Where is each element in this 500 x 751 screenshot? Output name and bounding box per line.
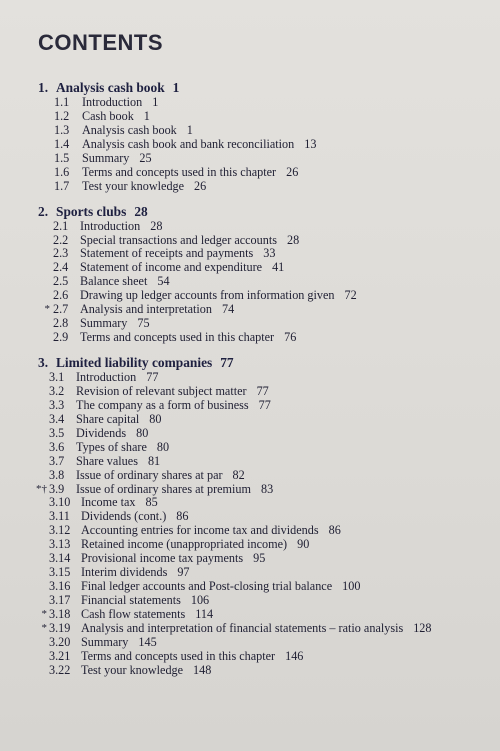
entry-number: 1.2 — [54, 108, 70, 123]
chapter-title: Limited liability companies — [56, 355, 213, 370]
entry-marker: * — [41, 621, 47, 634]
chapter-section — [0, 204, 500, 345]
entry-page-number: 106 — [190, 593, 210, 607]
toc-entry — [0, 664, 500, 678]
table-of-contents — [0, 80, 500, 688]
entry-number: 3.4 — [49, 411, 65, 426]
toc-entry — [0, 166, 500, 180]
entry-page-number: 86 — [328, 523, 341, 538]
toc-entry — [0, 622, 500, 636]
entry-text-group — [76, 441, 169, 455]
entry-text-group — [82, 124, 193, 138]
entry-page-number: 28 — [150, 218, 163, 233]
page-title: CONTENTS — [38, 30, 163, 55]
entry-text-group — [82, 96, 158, 110]
entry-title: Cash flow statements — [81, 606, 186, 621]
entry-title: Analysis and interpretation of financial statements – ratio analysis — [81, 620, 404, 635]
toc-entry — [0, 524, 500, 538]
entry-text-group — [76, 483, 273, 497]
entry-number: 2.9 — [53, 330, 69, 345]
toc-entry — [0, 289, 500, 303]
entry-title: Summary — [81, 634, 129, 649]
chapter-title: Analysis cash book — [56, 80, 165, 95]
entry-page-number: 75 — [137, 316, 150, 331]
entry-text-group — [81, 608, 213, 622]
toc-entry — [0, 469, 500, 483]
entry-number: 2.2 — [53, 232, 69, 247]
entry-text-group — [76, 371, 158, 385]
entry-number: 2.3 — [53, 246, 69, 261]
toc-entry — [0, 650, 500, 664]
entry-title: Issue of ordinary shares at par — [76, 467, 223, 482]
entry-text-group — [82, 180, 206, 194]
entry-number: 1.4 — [54, 136, 70, 151]
entry-text-group — [81, 594, 209, 608]
entry-page-number: 77 — [258, 397, 271, 412]
entry-number: 3.15 — [49, 565, 71, 580]
entry-title: Introduction — [76, 370, 137, 384]
entry-page-number: 41 — [272, 260, 285, 275]
toc-entry — [0, 152, 500, 166]
chapter-title-group — [56, 80, 179, 96]
entry-text-group — [80, 317, 150, 331]
entry-title: Analysis cash book and bank reconciliation — [82, 136, 295, 151]
entry-page-number: 13 — [304, 136, 317, 151]
toc-entry — [0, 399, 500, 413]
entry-page-number: 148 — [193, 662, 212, 677]
chapter-title-group — [56, 204, 148, 220]
entry-number: 3.9 — [49, 481, 65, 496]
entry-title: Introduction — [80, 218, 141, 233]
entry-text-group — [80, 247, 275, 261]
toc-entry — [0, 608, 500, 622]
entry-page-number: 33 — [263, 246, 276, 261]
entry-title: Dividends — [76, 425, 127, 440]
entry-number: 3.18 — [49, 606, 71, 621]
entry-number: 2.7 — [53, 302, 69, 317]
entry-number: 3.12 — [49, 523, 71, 538]
entry-text-group — [81, 538, 309, 552]
toc-entry — [0, 552, 500, 566]
entry-number: 3.17 — [49, 593, 71, 607]
entry-marker: * — [44, 303, 50, 316]
entry-text-group — [80, 275, 170, 289]
entry-text-group — [81, 650, 303, 664]
toc-entry — [0, 371, 500, 385]
entry-number: 3.11 — [49, 509, 70, 524]
entry-number: 2.4 — [53, 260, 69, 275]
entry-text-group — [76, 413, 161, 427]
toc-entry — [0, 441, 500, 455]
entry-number: 1.1 — [54, 95, 70, 109]
toc-entry — [0, 427, 500, 441]
entry-number: 3.22 — [49, 662, 71, 677]
entry-page-number: 77 — [146, 370, 159, 384]
entry-text-group — [82, 138, 316, 152]
entry-page-number: 128 — [413, 620, 432, 635]
entry-number: 3.3 — [49, 397, 65, 412]
entry-text-group — [81, 566, 190, 580]
toc-entry — [0, 220, 500, 234]
entry-number: 3.20 — [49, 634, 71, 649]
chapter-number: 1. — [38, 80, 49, 95]
chapter-heading — [0, 80, 500, 96]
entry-title: Terms and concepts used in this chapter — [81, 648, 276, 663]
entry-number: 3.14 — [49, 551, 71, 566]
entry-page-number: 90 — [297, 537, 310, 552]
entry-page-number: 25 — [139, 150, 152, 165]
entry-page-number: 77 — [256, 383, 269, 398]
toc-entry — [0, 261, 500, 275]
entry-text-group — [81, 664, 211, 678]
entry-number: 3.10 — [49, 495, 71, 510]
chapter-page-number: 1 — [172, 80, 180, 95]
entry-number: 2.1 — [53, 218, 69, 233]
entry-page-number: 80 — [149, 411, 162, 426]
entry-title: Interim dividends — [81, 565, 168, 580]
toc-entry — [0, 234, 500, 248]
entry-title: Financial statements — [81, 593, 181, 607]
entry-page-number: 26 — [194, 178, 207, 193]
entry-page-number: 54 — [157, 274, 170, 289]
chapter-section — [0, 80, 500, 194]
toc-entry — [0, 510, 500, 524]
entry-page-number: 145 — [138, 634, 157, 649]
entry-page-number: 100 — [342, 579, 361, 594]
entry-title: Cash book — [82, 108, 134, 123]
entry-page-number: 28 — [286, 232, 300, 247]
toc-entry — [0, 413, 500, 427]
entry-text-group — [81, 510, 188, 524]
chapter-heading — [0, 204, 500, 220]
entry-text-group — [81, 496, 158, 510]
entry-page-number: 146 — [285, 648, 304, 663]
entry-text-group — [76, 455, 160, 469]
chapter-page-number: 28 — [134, 203, 148, 219]
entry-page-number: 114 — [195, 606, 214, 621]
toc-entry — [0, 303, 500, 317]
entry-page-number: 81 — [147, 453, 161, 468]
entry-number: 3.8 — [49, 467, 65, 482]
entry-number: 3.6 — [49, 439, 65, 454]
entry-page-number: 80 — [156, 439, 170, 454]
toc-entry — [0, 455, 500, 469]
entry-title: Provisional income tax payments — [81, 551, 244, 566]
entry-number: 2.8 — [53, 316, 69, 331]
entry-page-number: 1 — [143, 108, 150, 123]
entry-page-number: 82 — [232, 467, 245, 482]
toc-entry — [0, 124, 500, 138]
entry-title: Accounting entries for income tax and dividends — [81, 523, 319, 538]
toc-entry — [0, 138, 500, 152]
entry-text-group — [81, 524, 341, 538]
entry-number: 3.7 — [49, 453, 65, 468]
entry-page-number: 80 — [136, 425, 149, 440]
chapter-heading — [0, 355, 500, 371]
entry-number: 3.2 — [49, 383, 65, 398]
toc-entry — [0, 538, 500, 552]
entry-number: 1.3 — [54, 122, 70, 137]
toc-entry — [0, 496, 500, 510]
entry-title: Statement of receipts and payments — [80, 246, 254, 261]
entry-text-group — [76, 385, 269, 399]
entry-title: Income tax — [81, 495, 136, 510]
entry-text-group — [80, 220, 162, 234]
entry-title: Test your knowledge — [82, 178, 185, 193]
chapter-number: 2. — [38, 203, 49, 219]
entry-text-group — [81, 622, 431, 636]
toc-entry — [0, 96, 500, 110]
toc-entry — [0, 331, 500, 345]
entry-title: Issue of ordinary shares at premium — [76, 481, 251, 496]
entry-number: 1.7 — [54, 178, 70, 193]
entry-page-number: 26 — [286, 164, 299, 179]
entry-marker: * — [41, 607, 47, 620]
entry-page-number: 85 — [145, 495, 158, 510]
entry-number: 3.16 — [49, 579, 71, 594]
entry-text-group — [82, 110, 150, 124]
entry-text-group — [80, 303, 234, 317]
entry-number: 3.1 — [49, 370, 65, 384]
entry-text-group — [80, 234, 299, 248]
entry-text-group — [76, 427, 148, 441]
entry-page-number: 76 — [284, 330, 297, 345]
toc-entry — [0, 483, 500, 497]
entry-title: Summary — [80, 316, 128, 331]
entry-title: The company as a form of business — [76, 397, 249, 412]
entry-title: Statement of income and expenditure — [80, 260, 263, 275]
entry-number: 3.13 — [49, 537, 71, 552]
entry-number: 3.21 — [49, 648, 71, 663]
entry-title: Share values — [76, 453, 138, 468]
entry-text-group — [76, 469, 245, 483]
entry-text-group — [80, 331, 296, 345]
entry-text-group — [80, 261, 284, 275]
entry-text-group — [81, 636, 157, 650]
entry-title: Dividends (cont.) — [81, 509, 167, 524]
entry-title: Test your knowledge — [81, 662, 184, 677]
entry-text-group — [82, 152, 152, 166]
entry-number: 1.5 — [54, 150, 70, 165]
toc-entry — [0, 247, 500, 261]
chapter-page-number: 77 — [220, 355, 234, 370]
entry-text-group — [81, 552, 265, 566]
entry-text-group — [81, 580, 360, 594]
entry-title: Analysis and interpretation — [80, 302, 212, 317]
toc-entry — [0, 317, 500, 331]
entry-title: Introduction — [82, 95, 143, 109]
entry-page-number: 97 — [177, 565, 190, 580]
entry-number: 1.6 — [54, 164, 70, 179]
toc-entry — [0, 594, 500, 608]
entry-text-group — [82, 166, 298, 180]
entry-title: Special transactions and ledger accounts — [80, 232, 277, 247]
entry-title: Revision of relevant subject matter — [76, 383, 247, 398]
entry-title: Final ledger accounts and Post-closing trial balance — [81, 579, 333, 594]
toc-entry — [0, 636, 500, 650]
entry-page-number: 1 — [186, 122, 193, 137]
chapter-title: Sports clubs — [56, 203, 127, 219]
entry-title: Types of share — [76, 439, 147, 454]
entry-number: 3.5 — [49, 425, 65, 440]
toc-entry — [0, 110, 500, 124]
entry-title: Terms and concepts used in this chapter — [80, 330, 275, 345]
entry-number: 2.5 — [53, 274, 69, 289]
entry-title: Share capital — [76, 411, 140, 426]
toc-entry — [0, 275, 500, 289]
entry-title: Terms and concepts used in this chapter — [82, 164, 277, 179]
entry-page-number: 83 — [260, 481, 274, 496]
entry-page-number: 72 — [344, 288, 357, 303]
entry-page-number: 86 — [176, 509, 189, 524]
toc-entry — [0, 385, 500, 399]
entry-number: 2.6 — [53, 288, 69, 303]
entry-text-group — [76, 399, 271, 413]
toc-entry — [0, 580, 500, 594]
toc-entry — [0, 180, 500, 194]
toc-entry — [0, 566, 500, 580]
entry-text-group — [80, 289, 357, 303]
entry-page-number: 74 — [222, 302, 235, 317]
chapter-number: 3. — [38, 355, 49, 370]
entry-number: 3.19 — [49, 620, 71, 635]
entry-title: Balance sheet — [80, 274, 148, 289]
entry-marker: *† — [36, 482, 47, 495]
entry-title: Summary — [82, 150, 130, 165]
chapter-title-group — [56, 355, 234, 371]
entry-title: Analysis cash book — [82, 122, 177, 137]
entry-title: Retained income (unappropriated income) — [81, 537, 288, 552]
chapter-section — [0, 355, 500, 678]
entry-page-number: 95 — [253, 551, 266, 566]
entry-page-number: 1 — [152, 95, 159, 109]
entry-title: Drawing up ledger accounts from information given — [80, 288, 335, 303]
